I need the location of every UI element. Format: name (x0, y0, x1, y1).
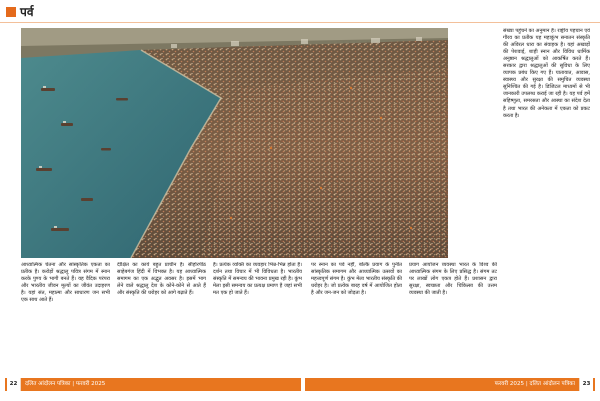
article-column-6 (503, 28, 590, 372)
article-column-3 (213, 262, 302, 366)
column-text: पर स्नान का पर्व नहीं, बल्कि प्रयाग के पुनीत सांस्कृतिक समागम और आध्यात्मिक उत्सवों का महत्त्वपूर्ण संगम है। कुंभ मेला भारतीय संस्कृति की धरोहर है। जो प्रत्येक बारह वर्ष में आयोजित होता है और जन-जन को जोड़ता है। (311, 262, 402, 297)
footer-right-text: फरवरी 2025 | दलित आंदोलन पत्रिका (494, 381, 575, 387)
article-column-5 (409, 262, 497, 366)
crowd-aerial-image (21, 28, 448, 258)
article-column-1 (21, 262, 110, 366)
column-text: आध्यात्मिक चेतना और सांस्कृतिक एकता का प्रतीक है। करोड़ों श्रद्धालु पवित्र संगम में स्नान करके पुण्य के भागी बनते हैं। यह वैदिक परंपरा और भारतीय जीवन मूल्यों का जीवंत उदाहरण है। यहां संत, महात्मा और साधारण जन सभी एक साथ आते हैं। (21, 262, 110, 304)
column-text: है। प्रत्येक व्यक्ति का व्यवहार भिन्न-भिन्न होता है। दर्शन तथा विचार में भी विविधता है। भारतीय संस्कृति में समन्वय की भावना प्रमुख रही है। कुंभ मेला इसी समन्वय का प्रत्यक्ष प्रमाण है जहां सभी मत एक हो जाते हैं। (213, 262, 302, 297)
section-marker (6, 7, 16, 17)
article-column-2 (117, 262, 206, 366)
footer-left-text: दलित आंदोलन पत्रिका | फरवरी 2025 (25, 381, 106, 387)
crowd-photo-illustration (21, 28, 448, 258)
footer-right (305, 378, 595, 391)
page-number-left: 22 (7, 378, 21, 391)
footer-left (5, 378, 301, 391)
page-number-right: 23 (579, 378, 593, 391)
column-text: प्रयाग आयोजन व्यवस्था भारत के विश्व की आध्यात्मिक संगम के लिए प्रसिद्ध है। संगम तट पर लाखों लोग एकत्र होते हैं। प्रशासन द्वारा सुरक्षा, स्वच्छता और चिकित्सा की उत्तम व्यवस्था की जाती है। (409, 262, 497, 297)
article-column-4 (311, 262, 402, 366)
section-title: पर्व (20, 5, 34, 19)
header-rule (0, 22, 600, 23)
column-text: दीक्षित का कार्य बहुत प्राचीन है। सीहोरपीठ साहेबगंज हिंदी में विभक्त है। यह आध्यात्मिक समागम का एक अद्भुत अवसर है। इसमें भाग लेने वाले श्रद्धालु देश के कोने-कोने से आते हैं और संस्कृति की धरोहर को आगे बढ़ाते हैं। (117, 262, 206, 297)
column-text: संख्या पहुंचने का अनुमान है। राष्ट्रीय पहचान एवं गौरव का प्रतीक यह महाकुंभ सनातन संस्कृति की अविरल धारा का संवाहक है। यहां अखाड़ों की पेशवाई, शाही स्नान और विविध धार्मिक अनुष्ठान श्रद्धालुओं को आकर्षित करते हैं। सरकार द्वारा श्रद्धालुओं की सुविधा के लिए व्यापक प्रबंध किए गए हैं। यातायात, आवास, स्वास्थ्य और सुरक्षा की समुचित व्यवस्था सुनिश्चित की गई है। डिजिटल माध्यमों से भी जानकारी उपलब्ध कराई जा रही है। यह पर्व हमें सहिष्णुता, समरसता और आस्था का संदेश देता है तथा भारत की अनेकता में एकता को प्रकट करता है। (503, 28, 590, 119)
